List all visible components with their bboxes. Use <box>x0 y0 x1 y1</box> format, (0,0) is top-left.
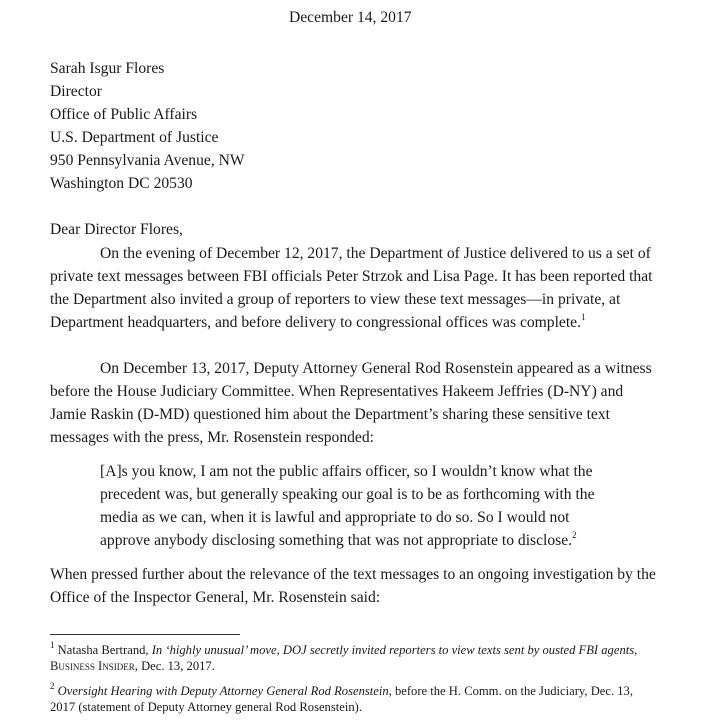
footnote-1: $^1$ Natasha Bertrand, In ‘highly unusual’ move, DOJ secretly invited reporters to view texts sent by ousted FBI agents, <box>50 639 638 657</box>
paragraph-2-line: Jamie Raskin (D-MD) questioned him about the Department’s sharing these sensitive text <box>50 406 610 423</box>
paragraph-1-line: On the evening of December 12, 2017, the Department of Justice delivered to us a set of <box>100 245 651 262</box>
quote-line: [A]s you know, I am not the public affairs officer, so I wouldn’t know what the <box>100 463 593 480</box>
paragraph-2-line: before the House Judiciary Committee. When Representatives Hakeem Jeffries (D-NY) and <box>50 383 624 400</box>
quote-line: approve anybody disclosing something that was not appropriate to disclose.$^2$ <box>100 529 577 549</box>
recipient-street: 950 Pennsylvania Avenue, NW <box>50 152 245 169</box>
recipient-department: U.S. Department of Justice <box>50 129 219 146</box>
recipient-name: Sarah Isgur Flores <box>50 60 165 77</box>
quote-line: media as we can, when it is lawful and appropriate to do so. So I would not <box>100 509 570 526</box>
footnote-ref-2[interactable]: 2 <box>572 529 577 540</box>
footnote-1-cont: Business Insider, Dec. 13, 2017. <box>50 659 215 673</box>
footnote-2: $^2$ Oversight Hearing with Deputy Attorney General Rod Rosenstein, before the H. Comm. on the Judiciary, Dec. 13, <box>50 680 634 698</box>
footnote-divider <box>50 634 240 635</box>
paragraph-3-line: Office of the Inspector General, Mr. Rosenstein said: <box>50 589 381 606</box>
footnote-2-cont: 2017 (statement of Deputy Attorney general Rod Rosenstein). <box>50 700 362 714</box>
paragraph-2-line: messages with the press, Mr. Rosenstein responded: <box>50 429 374 446</box>
recipient-title: Director <box>50 83 102 100</box>
paragraph-3-line: When pressed further about the relevance of the text messages to an ongoing investigation by the <box>50 566 656 583</box>
quote-line: precedent was, but generally speaking our goal is to be as forthcoming with the <box>100 486 595 503</box>
paragraph-1-line: the Department also invited a group of reporters to view these text messages—in private, at <box>50 291 621 308</box>
paragraph-1-line: Department headquarters, and before delivery to congressional offices was complete.$^1$ <box>50 311 586 331</box>
recipient-office: Office of Public Affairs <box>50 106 198 123</box>
paragraph-2-line: On December 13, 2017, Deputy Attorney General Rod Rosenstein appeared as a witness <box>100 360 652 377</box>
salutation: Dear Director Flores, <box>50 221 183 238</box>
footnote-ref-1[interactable]: 1 <box>581 311 586 322</box>
paragraph-1-line: private text messages between FBI officials Peter Strzok and Lisa Page. It has been reported that <box>50 268 653 285</box>
letter-date: December 14, 2017 <box>289 9 412 26</box>
recipient-city: Washington DC 20530 <box>50 175 193 192</box>
